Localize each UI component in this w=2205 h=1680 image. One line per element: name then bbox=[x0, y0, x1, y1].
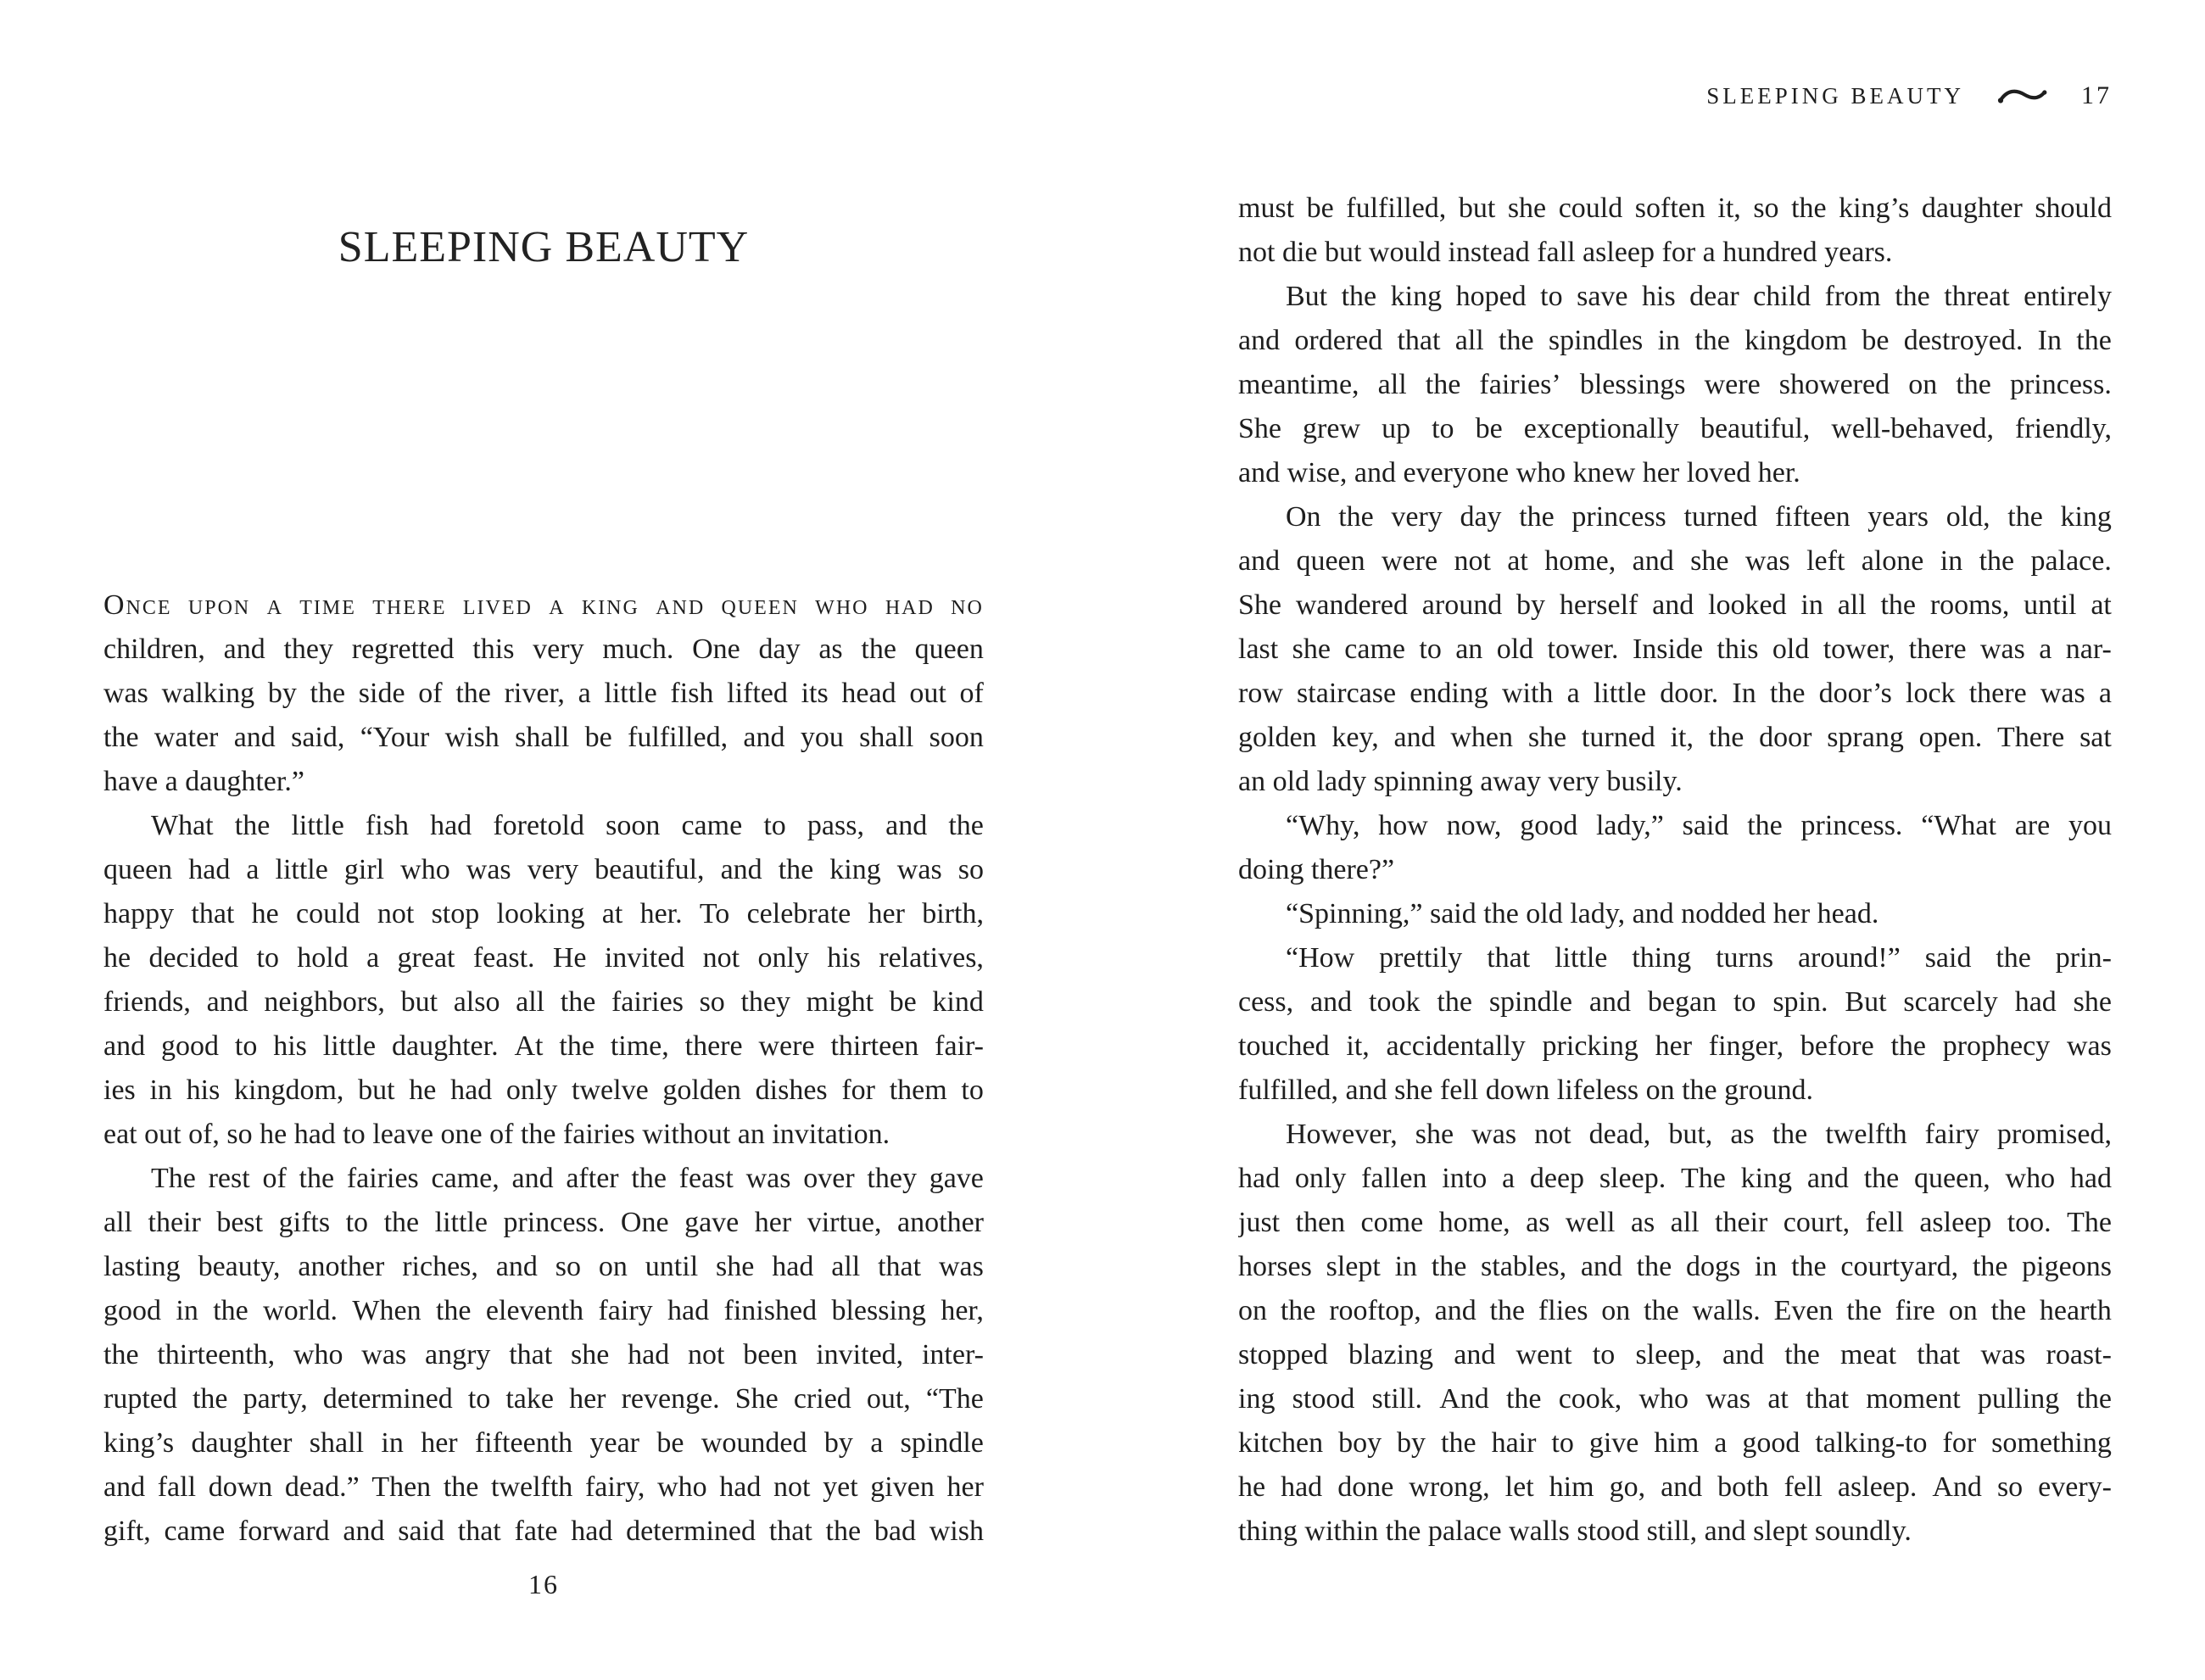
text-line: not die but would instead fall asleep for a hundred years. bbox=[1238, 237, 1893, 268]
text-line: kitchen boy by the hair to give him a good talking-to for something bbox=[1238, 1427, 2112, 1459]
text-line: stopped blazing and went to sleep, and the meat that was roast- bbox=[1238, 1339, 2112, 1370]
text-line: king’s daughter shall in her fifteenth year be wounded by a spindle bbox=[103, 1427, 984, 1459]
paragraph bbox=[1238, 1113, 2112, 1554]
text-line: She grew up to be exceptionally beautiful, well-behaved, friendly, bbox=[1238, 413, 2112, 444]
text-line: What the little fish had foretold soon came to pass, and the bbox=[151, 810, 984, 841]
text-line: But the king hoped to save his dear child from the threat entirely bbox=[1286, 281, 2112, 312]
text-line: She wandered around by herself and looked in all the rooms, until at bbox=[1238, 589, 2112, 621]
text-line: ing stood still. And the cook, who was at that moment pulling the bbox=[1238, 1383, 2112, 1415]
text-line: “Spinning,” said the old lady, and nodded her head. bbox=[1286, 898, 1879, 929]
paragraph bbox=[1238, 275, 2112, 495]
text-line: doing there?” bbox=[1238, 854, 1395, 885]
left-page bbox=[0, 0, 1102, 1680]
text-line: “How prettily that little thing turns around!” said the prin- bbox=[1286, 942, 2112, 974]
text-line: horses slept in the stables, and the dogs in the courtyard, the pigeons bbox=[1238, 1251, 2112, 1282]
text-line: cess, and took the spindle and began to spin. But scarcely had she bbox=[1238, 986, 2112, 1018]
text-line: the water and said, “Your wish shall be fulfilled, and you shall soon bbox=[103, 722, 984, 753]
text-line: happy that he could not stop looking at her. To celebrate her birth, bbox=[103, 898, 984, 929]
text-line: eat out of, so he had to leave one of the fairies without an invitation. bbox=[103, 1119, 890, 1150]
text-line: on the rooftop, and the flies on the walls. Even the fire on the hearth bbox=[1238, 1295, 2112, 1326]
text-line: fulfilled, and she fell down lifeless on the ground. bbox=[1238, 1074, 1813, 1106]
paragraph bbox=[103, 804, 984, 1157]
paragraph bbox=[1238, 936, 2112, 1113]
paragraph bbox=[103, 583, 984, 804]
text-line: The rest of the fairies came, and after the feast was over they gave bbox=[151, 1163, 984, 1194]
text-line: queen had a little girl who was very beautiful, and the king was so bbox=[103, 854, 984, 885]
paragraph bbox=[1238, 495, 2112, 804]
running-header-title: SLEEPING BEAUTY bbox=[1706, 82, 1964, 109]
text-line: “Why, how now, good lady,” said the princess. “What are you bbox=[1286, 810, 2112, 841]
text-line: and queen were not at home, and she was left alone in the palace. bbox=[1238, 545, 2112, 577]
text-line: rupted the party, determined to take her revenge. She cried out, “The bbox=[103, 1383, 984, 1415]
text-line: thing within the palace walls stood still, and slept soundly. bbox=[1238, 1515, 1912, 1547]
paragraph bbox=[1238, 804, 2112, 892]
text-line: and fall down dead.” Then the twelfth fairy, who had not yet given her bbox=[103, 1471, 984, 1503]
text-line: and ordered that all the spindles in the kingdom be destroyed. In the bbox=[1238, 325, 2112, 356]
text-line: On the very day the princess turned fifteen years old, the king bbox=[1286, 501, 2112, 533]
left-page-body bbox=[103, 583, 984, 1554]
text-line: and good to his little daughter. At the time, there were thirteen fair- bbox=[103, 1030, 984, 1062]
text-line: good in the world. When the eleventh fairy had finished blessing her, bbox=[103, 1295, 984, 1326]
paragraph bbox=[1238, 187, 2112, 275]
text-line: However, she was not dead, but, as the twelfth fairy promised, bbox=[1286, 1119, 2112, 1150]
text-line: children, and they regretted this very much. One day as the queen bbox=[103, 633, 984, 665]
text-line: the thirteenth, who was angry that she had not been invited, inter- bbox=[103, 1339, 984, 1370]
text-line: golden key, and when she turned it, the door sprang open. There sat bbox=[1238, 722, 2112, 753]
text-line: must be fulfilled, but she could soften it, so the king’s daughter should bbox=[1238, 193, 2112, 224]
text-line: touched it, accidentally pricking her finger, before the prophecy was bbox=[1238, 1030, 2112, 1062]
text-line: was walking by the side of the river, a little fish lifted its head out of bbox=[103, 678, 984, 709]
text-line: meantime, all the fairies’ blessings were showered on the princess. bbox=[1238, 369, 2112, 400]
right-page bbox=[1102, 0, 2205, 1680]
text-line: all their best gifts to the little princess. One gave her virtue, another bbox=[103, 1207, 984, 1238]
text-line: friends, and neighbors, but also all the fairies so they might be kind bbox=[103, 986, 984, 1018]
text-line: row staircase ending with a little door. In the door’s lock there was a bbox=[1238, 678, 2112, 709]
right-page-body bbox=[1238, 187, 2112, 1554]
page-number: 16 bbox=[528, 1569, 559, 1599]
chapter-title: SLEEPING BEAUTY bbox=[338, 223, 750, 271]
text-line: gift, came forward and said that fate had determined that the bad wish bbox=[103, 1515, 984, 1547]
running-header bbox=[1238, 81, 2112, 110]
text-line: an old lady spinning away very busily. bbox=[1238, 766, 1683, 797]
text-line: he had done wrong, let him go, and both fell asleep. And so every- bbox=[1238, 1471, 2112, 1503]
text-line: lasting beauty, another riches, and so on until she had all that was bbox=[103, 1251, 984, 1282]
text-line: have a daughter.” bbox=[103, 766, 304, 797]
paragraph bbox=[1238, 892, 2112, 936]
text-line: and wise, and everyone who knew her loved her. bbox=[1238, 457, 1800, 488]
text-line: had only fallen into a deep sleep. The king and the queen, who had bbox=[1238, 1163, 2112, 1194]
running-header-folio: 17 bbox=[2081, 81, 2112, 109]
paragraph bbox=[103, 1157, 984, 1554]
text-line: Once upon a time there lived a king and queen who had no bbox=[103, 589, 984, 621]
swash-tilde-icon bbox=[1996, 85, 2049, 107]
text-line: ies in his kingdom, but he had only twelve golden dishes for them to bbox=[103, 1074, 984, 1106]
text-line: just then come home, as well as all their court, fell asleep too. The bbox=[1238, 1207, 2112, 1238]
text-line: last she came to an old tower. Inside this old tower, there was a nar- bbox=[1238, 633, 2112, 665]
text-line: he decided to hold a great feast. He invited not only his relatives, bbox=[103, 942, 984, 974]
